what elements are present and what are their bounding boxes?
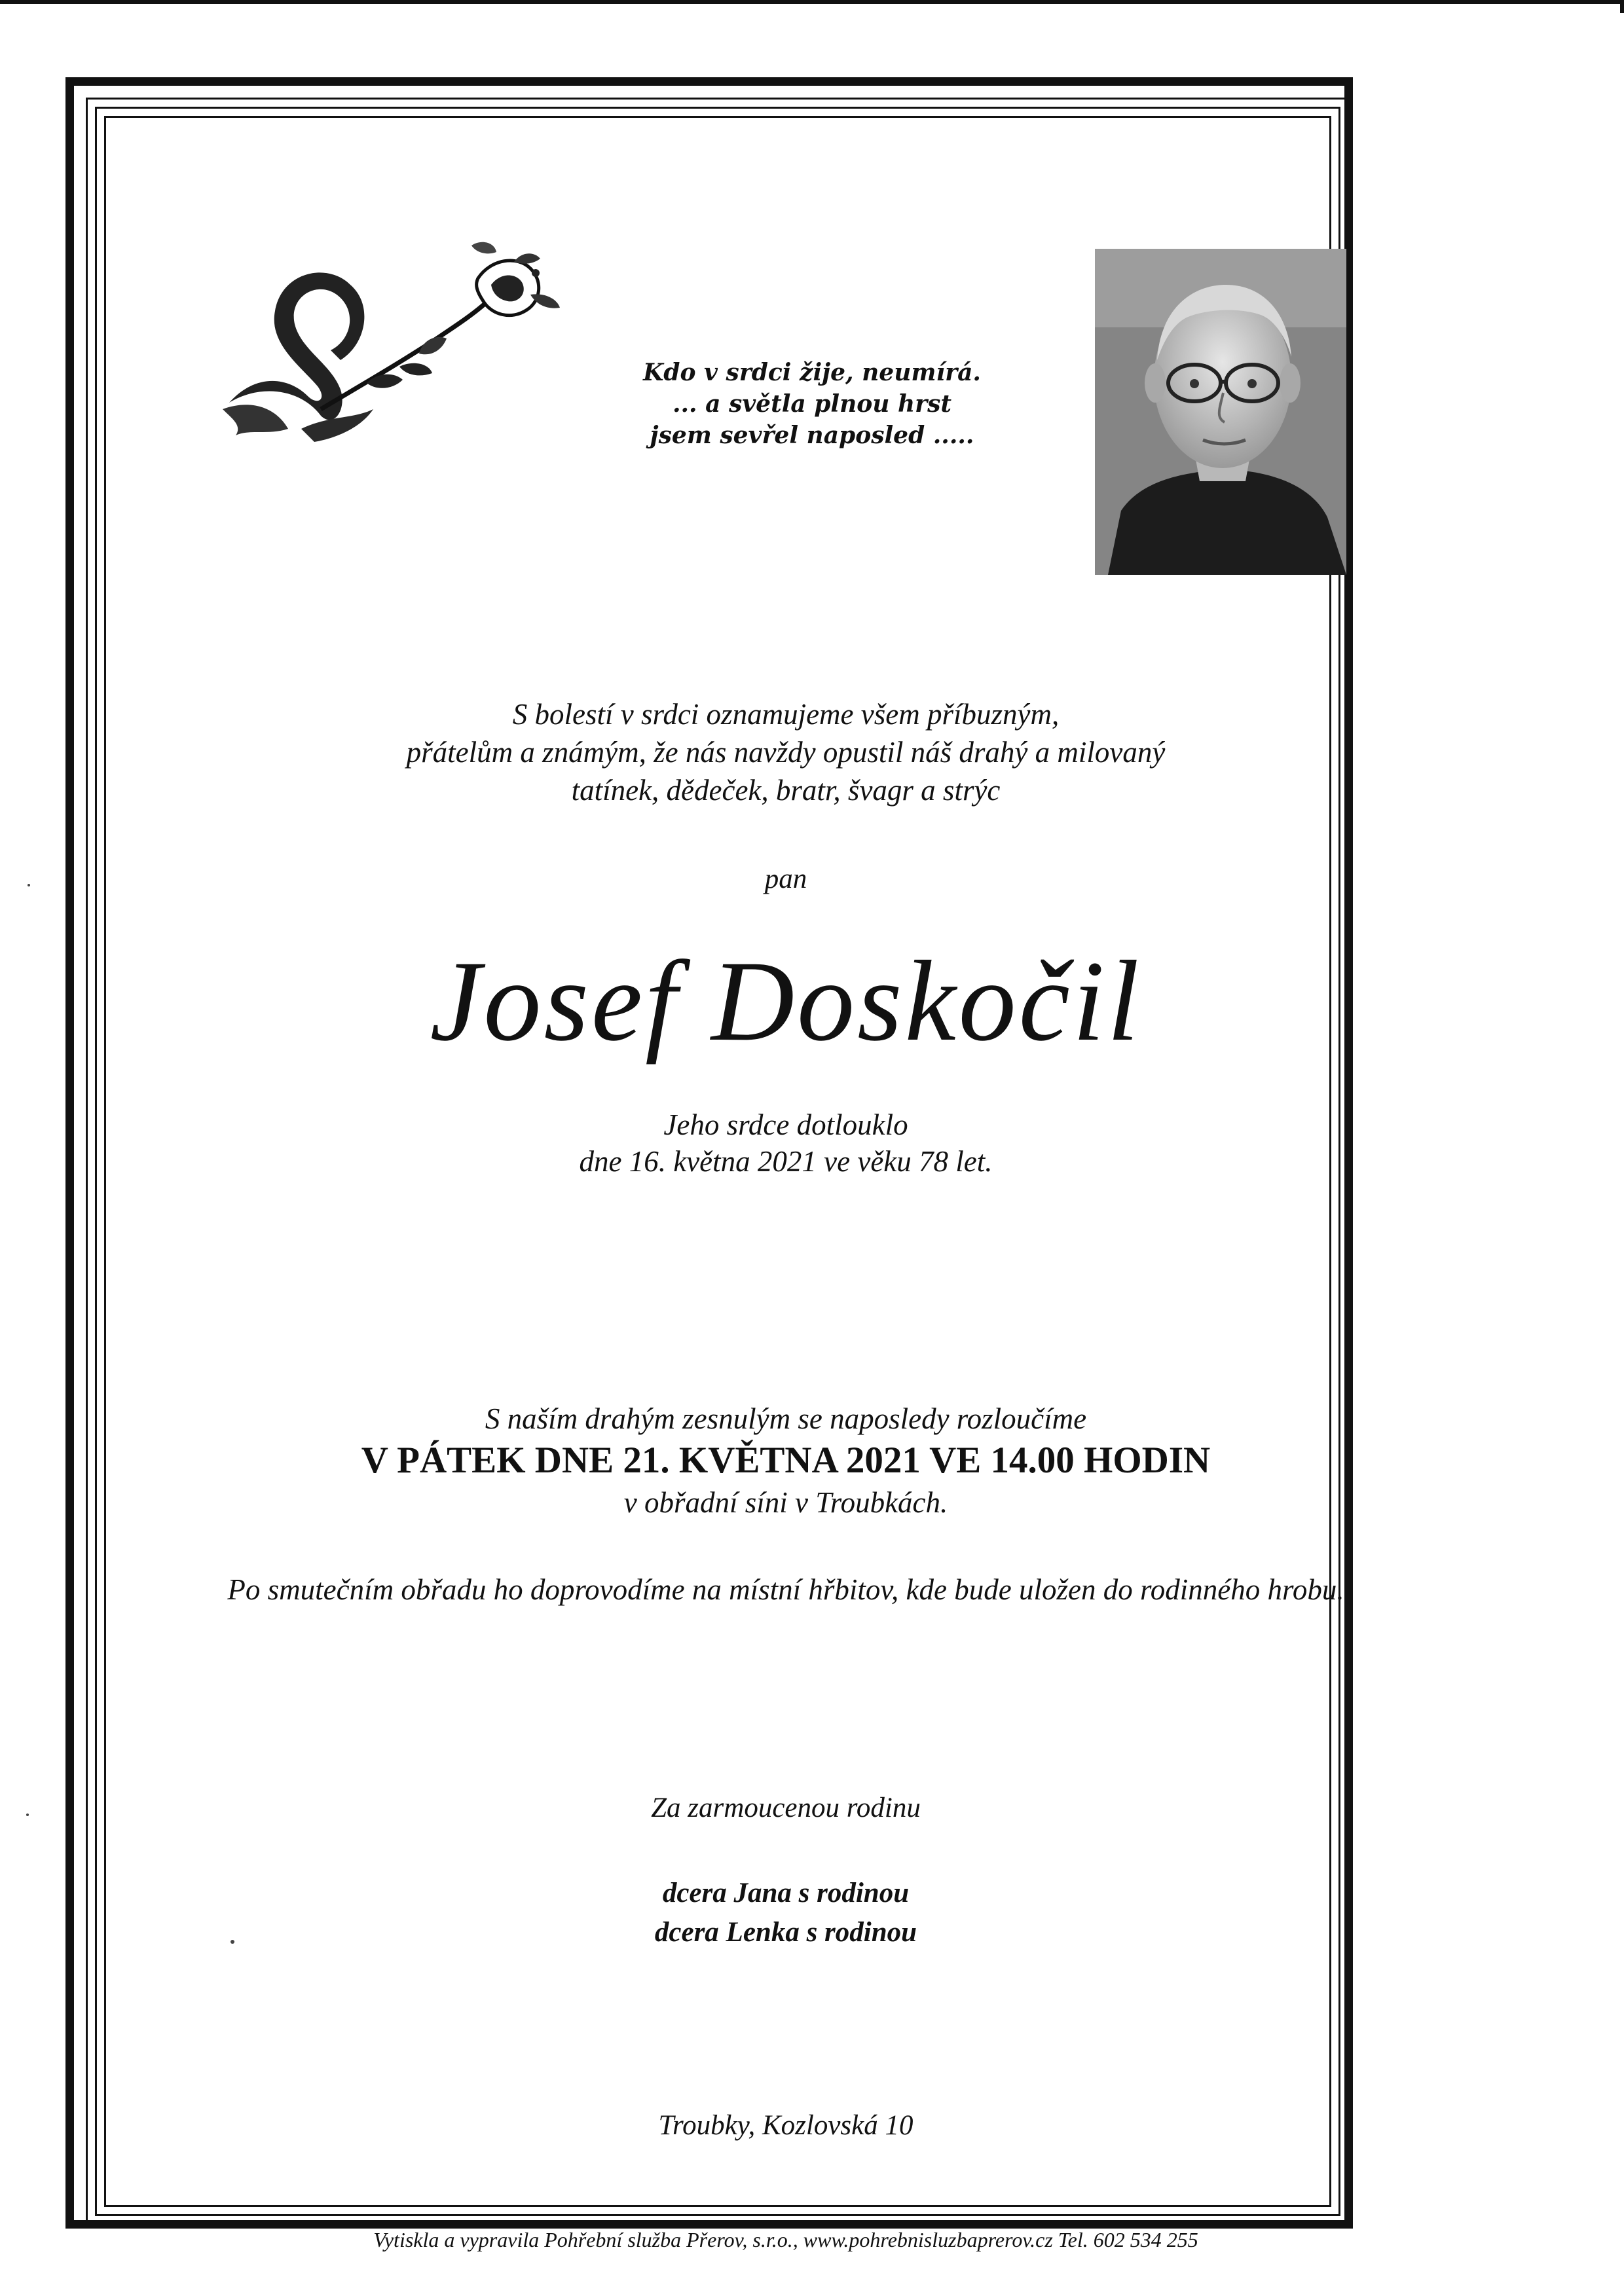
- funeral-place: v obřadní síni v Troubkách.: [623, 1486, 948, 1519]
- motto-line: Kdo v srdci žije, neumírá.: [643, 359, 981, 386]
- motto-verse: [629, 357, 995, 451]
- mourners-list: [105, 1874, 1467, 1952]
- burial-text: Po smutečním obřadu ho doprovodíme na místní hřbitov, kde bude uložen do rodinného hrobu.: [227, 1573, 1344, 1606]
- farewell-details: [105, 1400, 1467, 1522]
- top-edge-rule: [0, 0, 1624, 4]
- top-edge-tick: [1620, 0, 1624, 13]
- portrait-photo: [1095, 249, 1346, 575]
- scan-speck: [28, 884, 30, 886]
- scan-speck: [231, 1940, 234, 1944]
- mourner-item: dcera Lenka s rodinou: [654, 1917, 917, 1948]
- family-address: Troubky, Kozlovská 10: [658, 2110, 913, 2141]
- death-notice-line-1: Jeho srdce dotlouklo: [663, 1108, 908, 1141]
- motto-line: ... a světla plnou hrst: [672, 390, 952, 418]
- announcement-text: [105, 695, 1467, 809]
- announcement-line: S bolestí v srdci oznamujeme všem příbuzným,: [512, 698, 1060, 731]
- scan-speck: [26, 1813, 29, 1816]
- farewell-intro: S naším drahým zesnulým se naposledy rozloučíme: [485, 1402, 1087, 1435]
- honorific: pan: [764, 864, 807, 894]
- printer-footer: Vytiskla a vypravila Pohřební služba Přerov, s.r.o., www.pohrebnisluzbaprerov.cz Tel. 602 534 255: [373, 2228, 1198, 2251]
- mourners-label: Za zarmoucenou rodinu: [651, 1793, 921, 1823]
- funeral-date-time: V PÁTEK DNE 21. KVĚTNA 2021 VE 14.00 HODIN: [361, 1440, 1211, 1481]
- rose-ribbon-icon: [203, 232, 596, 455]
- portrait-figure-icon: [1095, 249, 1346, 575]
- deceased-name: Josef Doskočil: [430, 938, 1142, 1065]
- death-notice-line-2: dne 16. května 2021 ve věku 78 let.: [579, 1145, 993, 1178]
- motto-line: jsem sevřel naposled .....: [650, 422, 974, 449]
- mourner-item: dcera Jana s rodinou: [662, 1878, 910, 1908]
- death-notice: [105, 1106, 1467, 1180]
- announcement-line: tatínek, dědeček, bratr, švagr a strýc: [571, 774, 1001, 807]
- announcement-line: přátelům a známým, že nás navždy opustil náš drahý a milovaný: [406, 736, 1166, 769]
